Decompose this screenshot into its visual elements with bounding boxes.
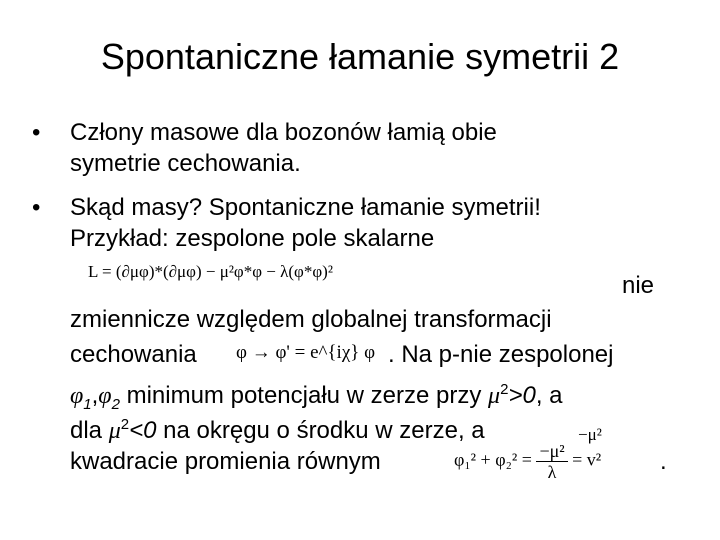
bullet2-nie: nie: [622, 272, 655, 299]
bullet1-line2: symetrie cechowania.: [70, 150, 301, 177]
bullet-marker-2: •: [32, 194, 41, 221]
bullet2-line7: kwadracie promienia równym: [70, 448, 381, 475]
fraction: $\frac{\text{−μ²}}{\lambda}$: [536, 441, 567, 482]
bullet2-line4b: . Na p-nie zespolonej: [388, 341, 614, 368]
bullet2-line2: Przykład: zespolone pole skalarne: [70, 225, 435, 252]
phi-symbol: φ: [98, 383, 112, 409]
bullet2-line6: dla $\mu^2<0$ na okręgu o środku w zerze, a: [70, 416, 485, 444]
lagrangian-formula: L = (∂μφ)*(∂μφ) − μ²φ*φ − λ(φ*φ)²: [88, 262, 333, 281]
final-period: .: [660, 448, 667, 475]
bullet2-line4a: cechowania: [70, 341, 197, 368]
bullet2-line5: $\varphi_1,\varphi_2$ minimum potencjału w zerze przy $\mu^2>0$, a: [70, 381, 563, 413]
mu-symbol: μ: [108, 418, 121, 444]
bullet2-line1: Skąd masy? Spontaniczne łamanie symetrii!: [70, 194, 541, 221]
mu-symbol: μ: [488, 383, 501, 409]
bullet2-line3: zmiennicze względem globalnej transformacji: [70, 306, 552, 333]
phi-symbol: φ: [70, 383, 84, 409]
slide-title: Spontaniczne łamanie symetrii 2: [100, 36, 620, 77]
bullet-marker-1: •: [32, 119, 41, 146]
bullet1-line1: Człony masowe dla bozonów łamią obie: [70, 119, 497, 146]
gauge-transform-formula: φ → φ' = e^{iχ} φ: [236, 342, 376, 363]
circle-radius-formula: φ₁² + φ₂² = $\frac{\text{−μ²}}{\lambda}$ = v²: [454, 441, 602, 482]
margin-mu-squared: −μ²: [578, 425, 602, 444]
